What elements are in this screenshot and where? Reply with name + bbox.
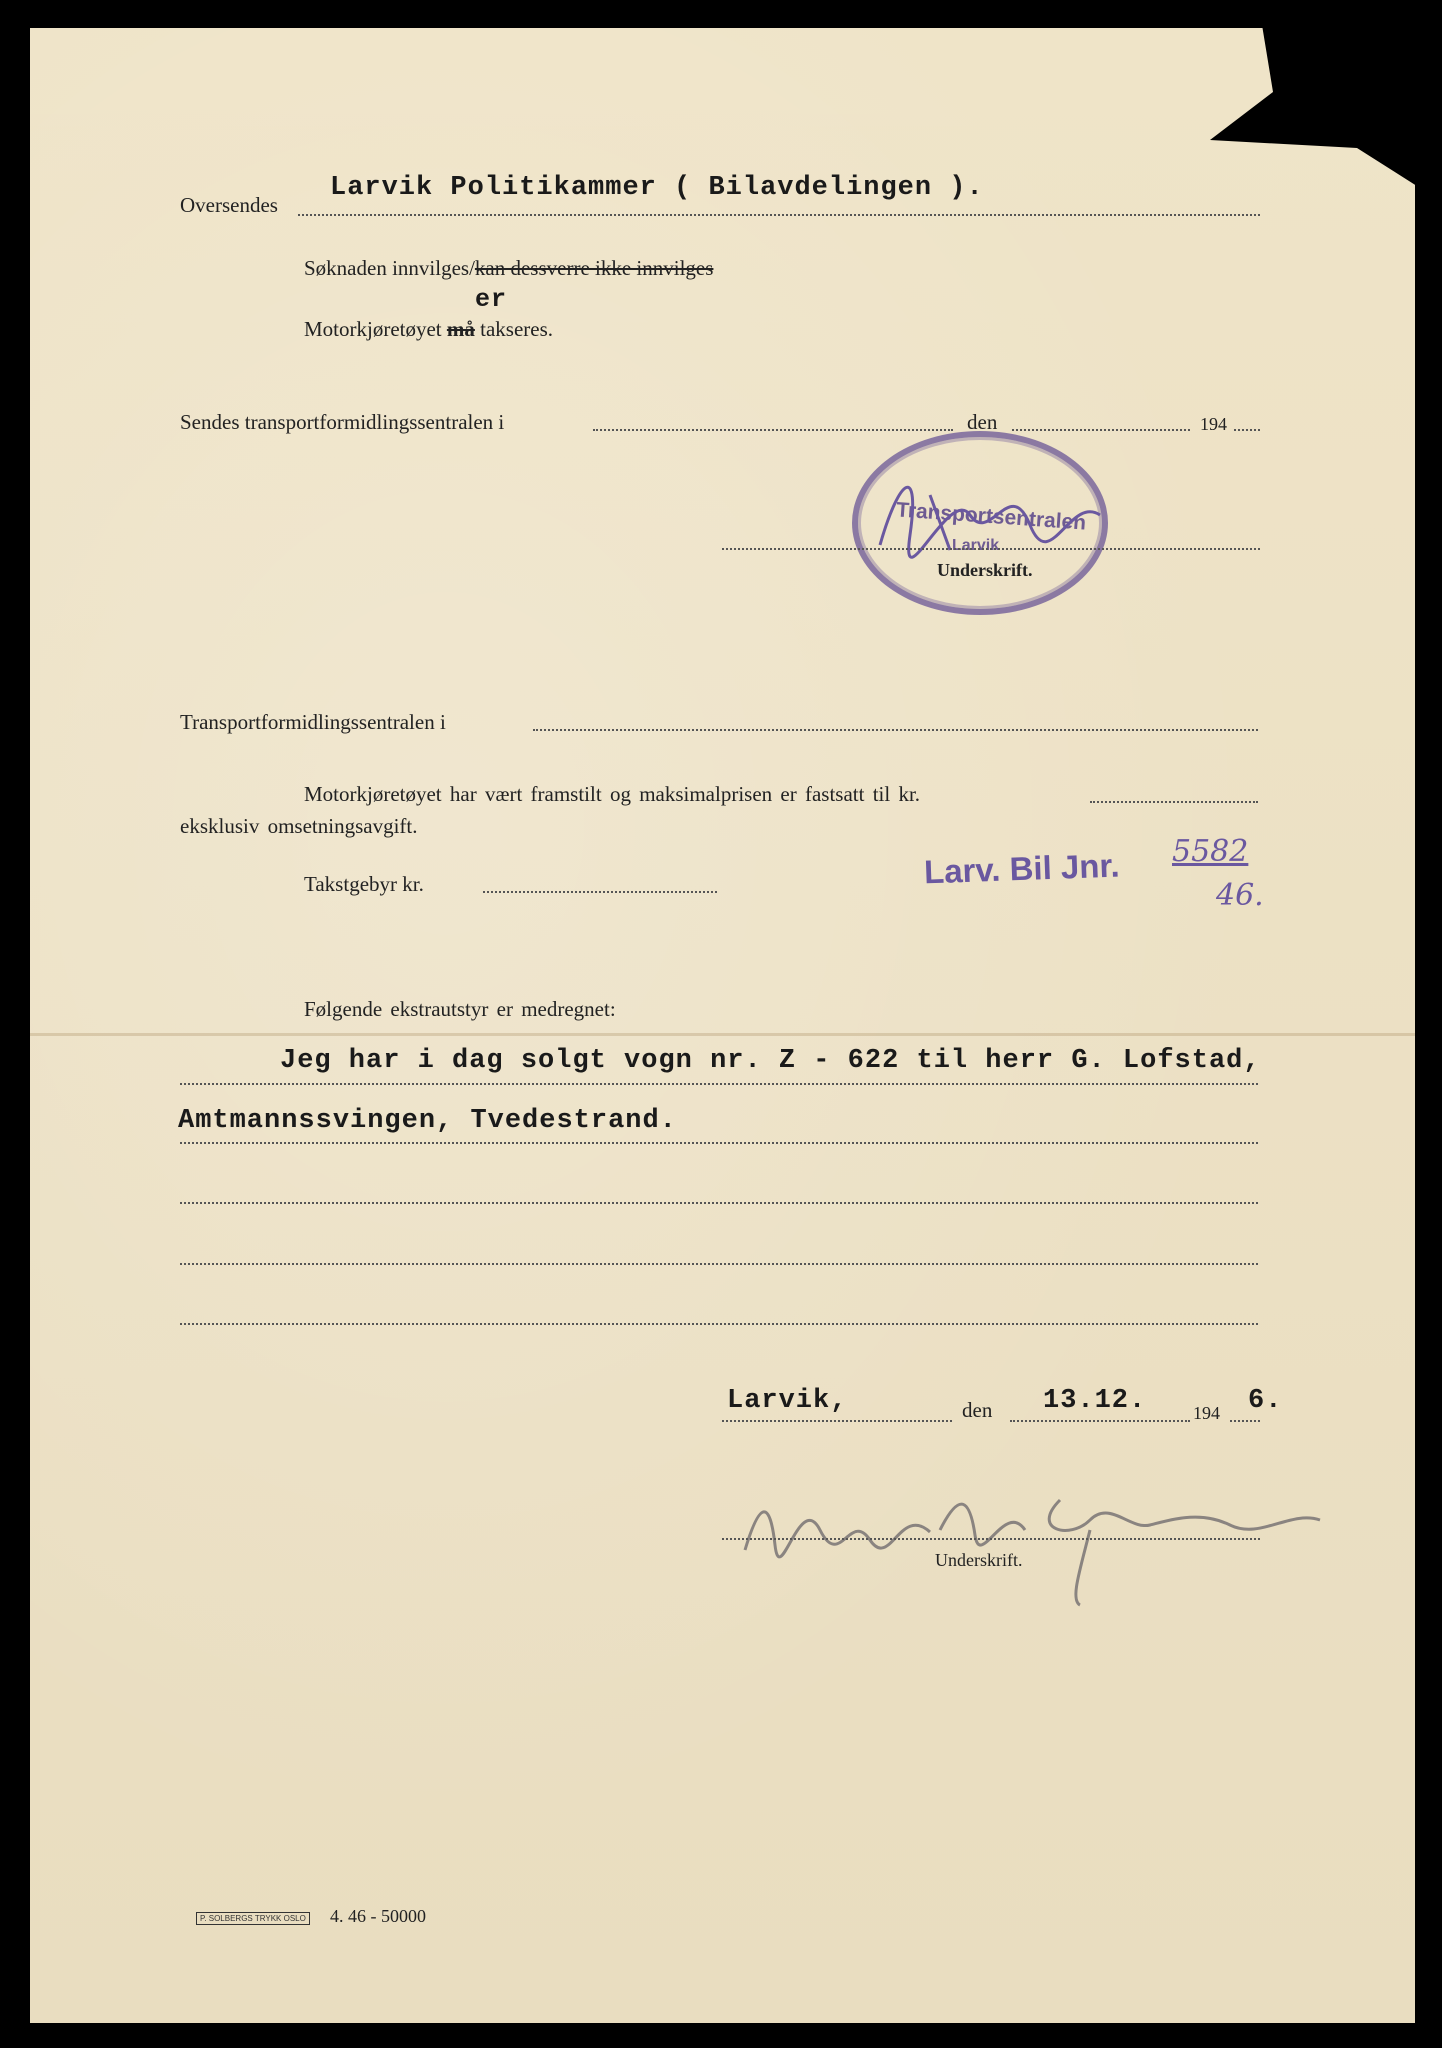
transport-place-line: [533, 729, 1258, 731]
ekstra-line-1: [180, 1083, 1258, 1085]
sendes-den-label: den: [967, 410, 998, 434]
paper-fold: [30, 1033, 1415, 1036]
maks-price-line: [1090, 801, 1258, 803]
signature-scribble-1: [860, 455, 1120, 575]
place-line: [722, 1420, 952, 1422]
takstgebyr-line: [483, 891, 717, 893]
journal-number: 5582: [1172, 834, 1249, 869]
printer-mark: P. SOLBERGS TRYKK OSLO: [196, 1912, 310, 1925]
stamp-line1: Transportsentralen: [895, 498, 1087, 535]
ekstra-label: Følgende ekstrautstyr er medregnet:: [304, 997, 616, 1021]
sendes-year-line: [1234, 429, 1260, 431]
ekstra-line-2: [180, 1142, 1258, 1144]
motor-suffix: takseres.: [480, 317, 554, 341]
underskrift-label-2: Underskrift.: [935, 1550, 1023, 1570]
oversendes-line: [298, 214, 1260, 216]
maks-line2: eksklusiv omsetningsavgift.: [180, 814, 418, 838]
soknad-statement: [304, 256, 713, 281]
takstgebyr-label: Takstgebyr kr.: [304, 872, 424, 896]
date-year-digit: 6.: [1248, 1386, 1283, 1416]
motor-statement: [304, 317, 553, 342]
date-year-label: 194: [1193, 1403, 1220, 1423]
place-value: Larvik,: [727, 1386, 848, 1416]
sendes-place-line: [593, 429, 953, 431]
sendes-year-label: 194: [1200, 414, 1227, 434]
underskrift-line-1: [722, 548, 1260, 550]
date-line: [1010, 1420, 1190, 1422]
ekstra-line1: Jeg har i dag solgt vogn nr. Z - 622 til herr G. Lofstad,: [280, 1046, 1261, 1076]
oversendes-value: Larvik Politikammer ( Bilavdelingen ).: [330, 173, 984, 203]
sendes-date-line: [1012, 429, 1190, 431]
date-value: 13.12.: [1043, 1386, 1147, 1416]
soknad-granted: Søknaden innvilges/: [304, 256, 475, 280]
form-sheet: [30, 28, 1415, 2023]
journal-stamp-text: Larv. Bil Jnr.: [923, 846, 1121, 891]
transport-label: Transportformidlingssentralen i: [180, 710, 446, 734]
underskrift-label-1: Underskrift.: [937, 560, 1033, 580]
ekstra-line-4: [180, 1263, 1258, 1265]
year-line: [1230, 1420, 1260, 1422]
maks-line1: Motorkjøretøyet har vært framstilt og maksimalprisen er fastsatt til kr.: [304, 782, 921, 806]
ekstra-line2: Amtmannssvingen, Tvedestrand.: [178, 1106, 677, 1136]
oversendes-label: Oversendes: [180, 193, 278, 217]
ekstra-line-5: [180, 1323, 1258, 1325]
underskrift-line-2: [722, 1538, 1260, 1540]
journal-suffix: 46.: [1216, 878, 1264, 913]
ekstra-line-3: [180, 1202, 1258, 1204]
motor-label: Motorkjøretøyet: [304, 317, 442, 341]
signature-scribble-2: [730, 1470, 1330, 1610]
motor-struck-word: må: [446, 317, 475, 341]
sendes-label: Sendes transportformidlingssentralen i: [180, 410, 505, 434]
date-den-label: den: [962, 1398, 993, 1422]
motor-inserted-word: er: [475, 285, 508, 314]
stamp-line2: Larvik: [952, 537, 1000, 554]
soknad-denied-struck: kan dessverre ikke innvilges: [474, 256, 714, 280]
printer-code: 4. 46 - 50000: [330, 1906, 426, 1926]
